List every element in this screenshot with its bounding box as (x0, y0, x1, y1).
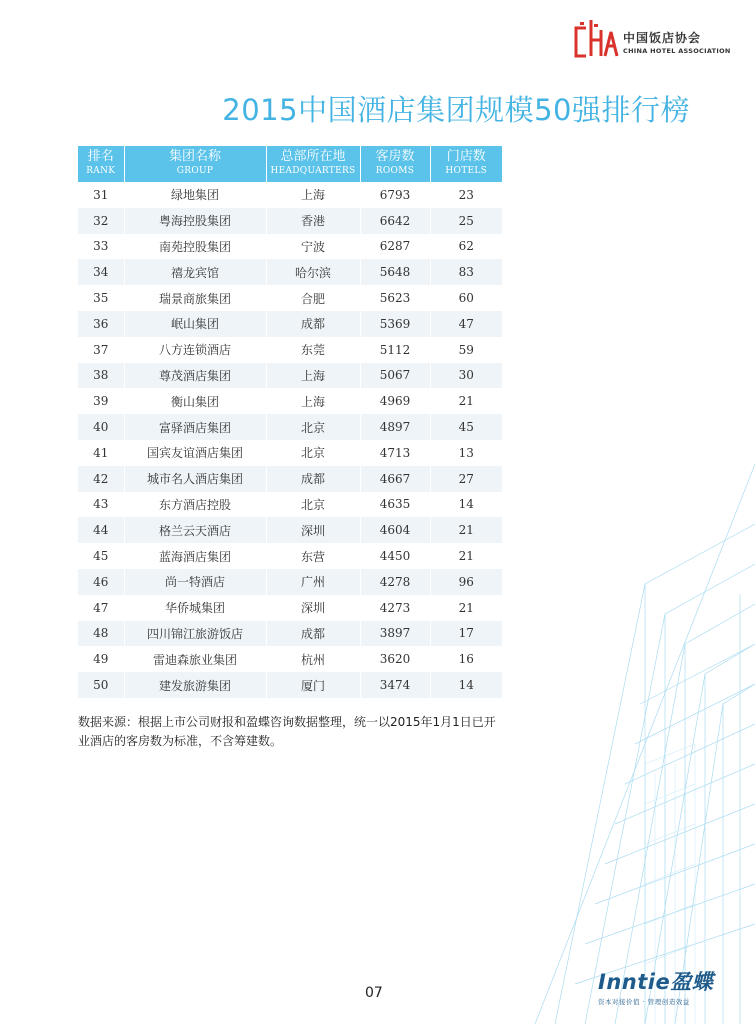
table-row (78, 285, 502, 311)
group-name-cell: 建发旅游集团 (124, 672, 266, 698)
rooms-cell: 3620 (360, 646, 430, 672)
table-row (78, 259, 502, 285)
header-label-cn: 排名 (87, 149, 114, 164)
header-label-cn: 门店数 (446, 149, 486, 164)
table-row (78, 517, 502, 543)
table-row (78, 621, 502, 647)
hotels-cell: 21 (430, 517, 502, 543)
hotels-cell: 14 (430, 672, 502, 698)
group-name-cell: 四川锦江旅游饭店 (124, 621, 266, 647)
header-rank (78, 146, 124, 182)
rooms-cell: 6793 (360, 182, 430, 208)
rank-cell: 43 (78, 492, 124, 518)
headquarters-cell: 上海 (266, 363, 360, 389)
headquarters-cell: 成都 (266, 311, 360, 337)
header-label-en: GROUP (176, 166, 214, 176)
header-label-cn: 客房数 (375, 149, 415, 164)
rank-cell: 49 (78, 646, 124, 672)
rank-cell: 40 (78, 414, 124, 440)
group-name-cell: 东方酒店控股 (124, 492, 266, 518)
table-row (78, 234, 502, 260)
headquarters-cell: 深圳 (266, 595, 360, 621)
rooms-cell: 5112 (360, 337, 430, 363)
rank-cell: 35 (78, 285, 124, 311)
rank-cell: 39 (78, 388, 124, 414)
hotels-cell: 27 (430, 466, 502, 492)
rank-cell: 34 (78, 259, 124, 285)
header-label-cn: 总部所在地 (280, 149, 346, 164)
group-name-cell: 瑞景商旅集团 (124, 285, 266, 311)
rooms-cell: 5067 (360, 363, 430, 389)
group-name-cell: 富驿酒店集团 (124, 414, 266, 440)
headquarters-cell: 哈尔滨 (266, 259, 360, 285)
headquarters-cell: 成都 (266, 466, 360, 492)
rooms-cell: 5623 (360, 285, 430, 311)
rooms-cell: 4667 (360, 466, 430, 492)
rank-cell: 32 (78, 208, 124, 234)
rank-cell: 44 (78, 517, 124, 543)
association-name-cn: 中国饭店协会 (623, 31, 702, 45)
rank-cell: 50 (78, 672, 124, 698)
building-wireframe-art (495, 464, 755, 1024)
hotels-cell: 23 (430, 182, 502, 208)
rooms-cell: 5648 (360, 259, 430, 285)
table-row (78, 646, 502, 672)
rooms-cell: 6642 (360, 208, 430, 234)
headquarters-cell: 香港 (266, 208, 360, 234)
hotels-cell: 62 (430, 234, 502, 260)
table-row (78, 182, 502, 208)
headquarters-cell: 北京 (266, 414, 360, 440)
hotels-cell: 59 (430, 337, 502, 363)
rooms-cell: 3474 (360, 672, 430, 698)
table-row (78, 492, 502, 518)
headquarters-cell: 东营 (266, 543, 360, 569)
group-name-cell: 八方连锁酒店 (124, 337, 266, 363)
hotels-cell: 45 (430, 414, 502, 440)
group-name-cell: 国宾友谊酒店集团 (124, 440, 266, 466)
headquarters-cell: 厦门 (266, 672, 360, 698)
table-row (78, 440, 502, 466)
headquarters-cell: 上海 (266, 182, 360, 208)
inntie-brand (598, 966, 718, 1006)
headquarters-cell: 广州 (266, 569, 360, 595)
brand-name: Inntie盈蝶 (598, 970, 714, 994)
table-row (78, 311, 502, 337)
rank-cell: 47 (78, 595, 124, 621)
page-title: 2015中国酒店集团规模50强排行榜 (222, 93, 690, 127)
rooms-cell: 5369 (360, 311, 430, 337)
headquarters-cell: 东莞 (266, 337, 360, 363)
hotels-cell: 47 (430, 311, 502, 337)
hotels-cell: 60 (430, 285, 502, 311)
brand-tagline: 资本对接价值 · 管理创造效益 (598, 998, 690, 1006)
group-name-cell: 城市名人酒店集团 (124, 466, 266, 492)
group-name-cell: 蓝海酒店集团 (124, 543, 266, 569)
cha-building-logo-icon (573, 18, 619, 60)
headquarters-cell: 北京 (266, 440, 360, 466)
table-row (78, 569, 502, 595)
ranking-table (78, 146, 502, 698)
header-label-en: RANK (86, 166, 116, 176)
rooms-cell: 4713 (360, 440, 430, 466)
header-group (124, 146, 266, 182)
header-label-cn: 集团名称 (168, 149, 221, 164)
table-header-row (78, 146, 502, 182)
group-name-cell: 格兰云天酒店 (124, 517, 266, 543)
group-name-cell: 尚一特酒店 (124, 569, 266, 595)
group-name-cell: 禧龙宾馆 (124, 259, 266, 285)
header-headquarters (266, 146, 360, 182)
headquarters-cell: 宁波 (266, 234, 360, 260)
group-name-cell: 华侨城集团 (124, 595, 266, 621)
rooms-cell: 6287 (360, 234, 430, 260)
hotels-cell: 25 (430, 208, 502, 234)
rank-cell: 38 (78, 363, 124, 389)
hotels-cell: 14 (430, 492, 502, 518)
rooms-cell: 4635 (360, 492, 430, 518)
group-name-cell: 尊茂酒店集团 (124, 363, 266, 389)
rooms-cell: 4897 (360, 414, 430, 440)
rooms-cell: 3897 (360, 621, 430, 647)
china-hotel-association-logo (573, 16, 731, 60)
header-label-en: HEADQUARTERS (270, 166, 356, 176)
group-name-cell: 衡山集团 (124, 388, 266, 414)
hotels-cell: 17 (430, 621, 502, 647)
table-row (78, 388, 502, 414)
rank-cell: 31 (78, 182, 124, 208)
rank-cell: 42 (78, 466, 124, 492)
headquarters-cell: 深圳 (266, 517, 360, 543)
table-row (78, 363, 502, 389)
header-hotels (430, 146, 502, 182)
group-name-cell: 岷山集团 (124, 311, 266, 337)
rooms-cell: 4273 (360, 595, 430, 621)
rank-cell: 41 (78, 440, 124, 466)
rooms-cell: 4969 (360, 388, 430, 414)
hotels-cell: 83 (430, 259, 502, 285)
table-row (78, 337, 502, 363)
group-name-cell: 南苑控股集团 (124, 234, 266, 260)
headquarters-cell: 上海 (266, 388, 360, 414)
rank-cell: 46 (78, 569, 124, 595)
hotels-cell: 13 (430, 440, 502, 466)
rooms-cell: 4604 (360, 517, 430, 543)
table-row (78, 414, 502, 440)
rank-cell: 48 (78, 621, 124, 647)
page-number: 07 (365, 985, 383, 1001)
table-row (78, 208, 502, 234)
headquarters-cell: 成都 (266, 621, 360, 647)
hotels-cell: 96 (430, 569, 502, 595)
hotels-cell: 30 (430, 363, 502, 389)
rank-cell: 37 (78, 337, 124, 363)
rank-cell: 45 (78, 543, 124, 569)
hotels-cell: 16 (430, 646, 502, 672)
table-row (78, 543, 502, 569)
header-label-en: ROOMS (375, 166, 415, 176)
table-row (78, 672, 502, 698)
headquarters-cell: 合肥 (266, 285, 360, 311)
group-name-cell: 雷迪森旅业集团 (124, 646, 266, 672)
headquarters-cell: 北京 (266, 492, 360, 518)
rooms-cell: 4278 (360, 569, 430, 595)
table-row (78, 466, 502, 492)
association-name-en: CHINA HOTEL ASSOCIATION (623, 47, 731, 55)
group-name-cell: 绿地集团 (124, 182, 266, 208)
rooms-cell: 4450 (360, 543, 430, 569)
table-row (78, 595, 502, 621)
header-rooms (360, 146, 430, 182)
hotels-cell: 21 (430, 388, 502, 414)
rank-cell: 36 (78, 311, 124, 337)
rank-cell: 33 (78, 234, 124, 260)
hotels-cell: 21 (430, 595, 502, 621)
group-name-cell: 粤海控股集团 (124, 208, 266, 234)
data-source-note: 数据来源：根据上市公司财报和盈蝶咨询数据整理，统一以2015年1月1日已开业酒店的客房数为标准，不含筹建数。 (78, 715, 496, 748)
hotels-cell: 21 (430, 543, 502, 569)
headquarters-cell: 杭州 (266, 646, 360, 672)
header-label-en: HOTELS (445, 166, 488, 176)
